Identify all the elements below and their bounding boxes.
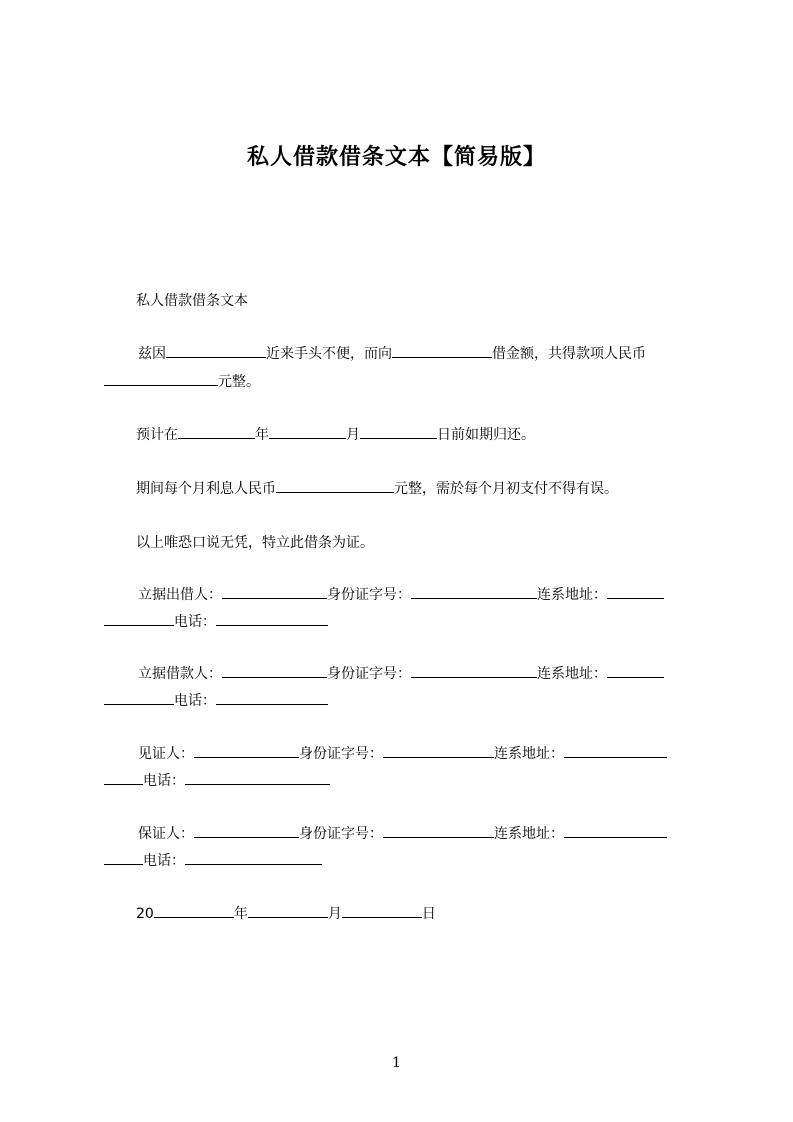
witness-line-1	[104, 740, 738, 768]
interest-text-1: 期间每个月利息人民币	[136, 481, 276, 497]
witness-label: 见证人：	[138, 746, 194, 762]
repay-month-blank[interactable]	[269, 423, 346, 439]
witness-phone-field[interactable]	[185, 769, 330, 785]
lender-addr-label: 连系地址：	[537, 587, 607, 603]
reason-text-4: 元整。	[218, 374, 260, 390]
date-month-label: 月	[327, 906, 342, 922]
lender-phone-label: 电话：	[174, 614, 216, 630]
lender-id-field[interactable]	[411, 583, 537, 599]
reason-text-2: 近来手头不便，而向	[266, 346, 392, 362]
reason-line-2	[104, 368, 704, 396]
loan-amount-blank[interactable]	[104, 370, 218, 386]
guarantor-label: 保证人：	[138, 826, 194, 842]
witness-addr-label: 连系地址：	[494, 746, 564, 762]
sign-day-blank[interactable]	[342, 902, 422, 918]
guarantor-id-label: 身份证字号：	[299, 826, 383, 842]
repay-line	[104, 421, 736, 449]
borrower-id-field[interactable]	[411, 662, 537, 678]
date-prefix: 20	[136, 906, 154, 922]
reason-text-3: 借金额，共得款项人民币	[492, 346, 646, 362]
repay-month-label: 月	[346, 427, 360, 443]
witness-id-field[interactable]	[383, 742, 494, 758]
date-year-label: 年	[233, 906, 248, 922]
borrower-label: 立据借款人：	[138, 666, 222, 682]
lender-addr-field-cont[interactable]	[104, 610, 174, 626]
borrower-addr-field-cont[interactable]	[104, 689, 174, 705]
borrower-addr-label: 连系地址：	[537, 666, 607, 682]
borrower-id-label: 身份证字号：	[327, 666, 411, 682]
guarantor-phone-field[interactable]	[185, 849, 322, 865]
reason-line-1	[104, 340, 738, 368]
guarantor-line-2	[104, 847, 704, 875]
borrower-addr-field[interactable]	[607, 662, 664, 678]
date-line	[104, 900, 736, 928]
lender-line-1	[104, 581, 738, 609]
lender-name-field[interactable]	[222, 583, 327, 599]
witness-name-field[interactable]	[194, 742, 299, 758]
interest-text-2: 元整，需於每个月初支付不得有误。	[394, 481, 618, 497]
witness-id-label: 身份证字号：	[299, 746, 383, 762]
date-day-label: 日	[421, 906, 436, 922]
borrower-name-blank[interactable]	[166, 342, 266, 358]
guarantor-addr-field-cont[interactable]	[104, 849, 143, 865]
borrower-line-2	[104, 687, 704, 715]
repay-text-4: 日前如期归还。	[437, 427, 535, 443]
lender-label: 立据出借人：	[138, 587, 222, 603]
page-number: 1	[392, 1055, 401, 1071]
witness-line-2	[104, 767, 704, 795]
interest-line	[104, 475, 736, 503]
guarantor-addr-label: 连系地址：	[494, 826, 564, 842]
statement-line: 以上唯恐口说无凭，特立此借条为证。	[136, 535, 374, 551]
lender-line-2	[104, 608, 704, 636]
repay-text-1: 预计在	[136, 427, 178, 443]
interest-amount-blank[interactable]	[276, 477, 394, 493]
borrower-name-field[interactable]	[222, 662, 327, 678]
sign-month-blank[interactable]	[248, 902, 328, 918]
repay-year-blank[interactable]	[178, 423, 255, 439]
guarantor-name-field[interactable]	[194, 822, 299, 838]
witness-phone-label: 电话：	[143, 773, 185, 789]
borrower-line-1	[104, 660, 738, 688]
lender-addr-field[interactable]	[607, 583, 664, 599]
borrower-phone-field[interactable]	[216, 689, 328, 705]
sign-year-blank[interactable]	[154, 902, 234, 918]
witness-addr-field[interactable]	[564, 742, 667, 758]
lender-name-blank[interactable]	[392, 342, 492, 358]
witness-addr-field-cont[interactable]	[104, 769, 143, 785]
repay-year-label: 年	[255, 427, 269, 443]
guarantor-phone-label: 电话：	[143, 853, 185, 869]
repay-day-blank[interactable]	[360, 423, 437, 439]
document-title: 私人借款借条文本【简易版】	[246, 145, 546, 170]
guarantor-id-field[interactable]	[383, 822, 494, 838]
lender-id-label: 身份证字号：	[327, 587, 411, 603]
borrower-phone-label: 电话：	[174, 693, 216, 709]
lender-phone-field[interactable]	[216, 610, 328, 626]
guarantor-addr-field[interactable]	[564, 822, 667, 838]
guarantor-line-1	[104, 820, 738, 848]
reason-text-1: 兹因	[138, 346, 166, 362]
document-subtitle: 私人借款借条文本	[136, 293, 248, 309]
